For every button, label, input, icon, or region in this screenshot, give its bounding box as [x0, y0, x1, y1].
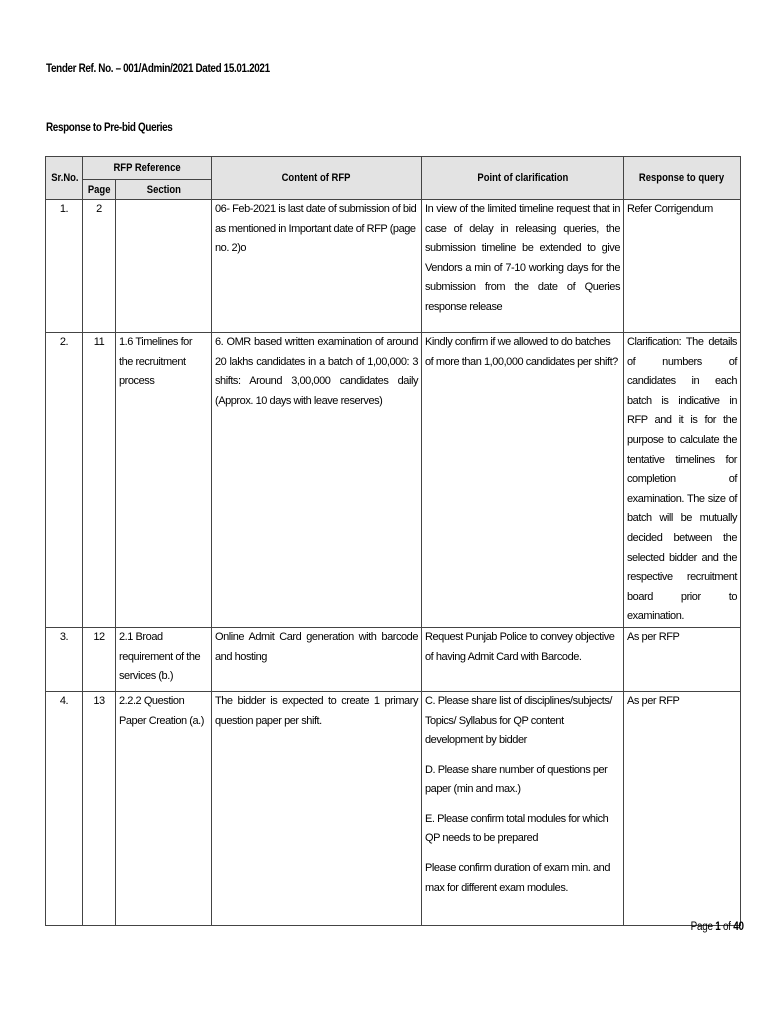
row-clarification: [422, 691, 624, 925]
row-response: As per RFP: [624, 691, 741, 925]
row-response: Clarification: The details of numbers of candidates in each batch is indicative in RFP and it is for the purpose to calculate the tentative timelines for completion of examination. The size of batch will be mutually decided between the selected bidder and the respective recruitment board prior to examination.: [624, 333, 741, 628]
page-word: Page: [690, 921, 714, 933]
row-section: 2.2.2 Question Paper Creation (a.): [116, 691, 212, 925]
row-content: Online Admit Card generation with barcode and hosting: [212, 627, 422, 691]
table-row: [46, 691, 741, 925]
row-content: The bidder is expected to create 1 primary question paper per shift.: [212, 691, 422, 925]
table-row: [46, 627, 741, 691]
row-response: As per RFP: [624, 627, 741, 691]
header-section: Section: [116, 180, 212, 200]
header-rfp-reference: RFP Reference: [83, 157, 212, 180]
tender-reference: Tender Ref. No. – 001/Admin/2021 Dated 15.01.2021: [46, 63, 270, 75]
page-footer: [691, 921, 744, 933]
row-section: 1.6 Timelines for the recruitment process: [116, 333, 212, 628]
document-subtitle: Response to Pre-bid Queries: [46, 122, 173, 134]
row-section: 2.1 Broad requirement of the services (b.): [116, 627, 212, 691]
of-word: of: [723, 921, 732, 933]
current-page-number: 1: [715, 921, 721, 933]
queries-table: [45, 156, 741, 926]
row-sr-no: 3.: [46, 627, 83, 691]
clarification-paragraph: D. Please share number of questions per paper (min and max.): [425, 763, 608, 796]
row-page: 12: [83, 627, 116, 691]
clarification-paragraph: C. Please share list of disciplines/subjects/ Topics/ Syllabus for QP content development by bidder: [425, 694, 613, 747]
row-sr-no: 2.: [46, 333, 83, 628]
header-page: Page: [83, 180, 116, 200]
row-page: 2: [83, 200, 116, 333]
clarification-paragraph: E. Please confirm total modules for which QP needs to be prepared: [425, 812, 609, 845]
total-pages: 40: [733, 921, 744, 933]
row-section: [116, 200, 212, 333]
row-page: 13: [83, 691, 116, 925]
row-sr-no: 1.: [46, 200, 83, 333]
header-content-of-rfp: Content of RFP: [212, 157, 422, 200]
row-clarification: In view of the limited timeline request that in case of delay in releasing queries, the submission timeline be extended to give Vendors a min of 7-10 working days for the submission from the date of Queries response release: [422, 200, 624, 333]
row-response: Refer Corrigendum: [624, 200, 741, 333]
table-row: [46, 333, 741, 628]
header-point-of-clarification: Point of clarification: [422, 157, 624, 200]
header-sr-no: Sr.No.: [46, 157, 83, 200]
table-row: [46, 200, 741, 333]
clarification-paragraph: Please confirm duration of exam min. and max for different exam modules.: [425, 862, 610, 894]
row-content: 6. OMR based written examination of around 20 lakhs candidates in a batch of 1,00,000: 3 shifts: Around 3,00,000 candidates daily (Approx. 10 days with leave reserves): [212, 333, 422, 628]
row-clarification: Request Punjab Police to convey objective of having Admit Card with Barcode.: [422, 627, 624, 691]
row-clarification: Kindly confirm if we allowed to do batches of more than 1,00,000 candidates per shift?: [422, 333, 624, 628]
header-response-to-query: Response to query: [624, 157, 741, 200]
row-page: 11: [83, 333, 116, 628]
row-content: 06- Feb-2021 is last date of submission of bid as mentioned in Important date of RFP (page no. 2)o: [212, 200, 422, 333]
row-sr-no: 4.: [46, 691, 83, 925]
